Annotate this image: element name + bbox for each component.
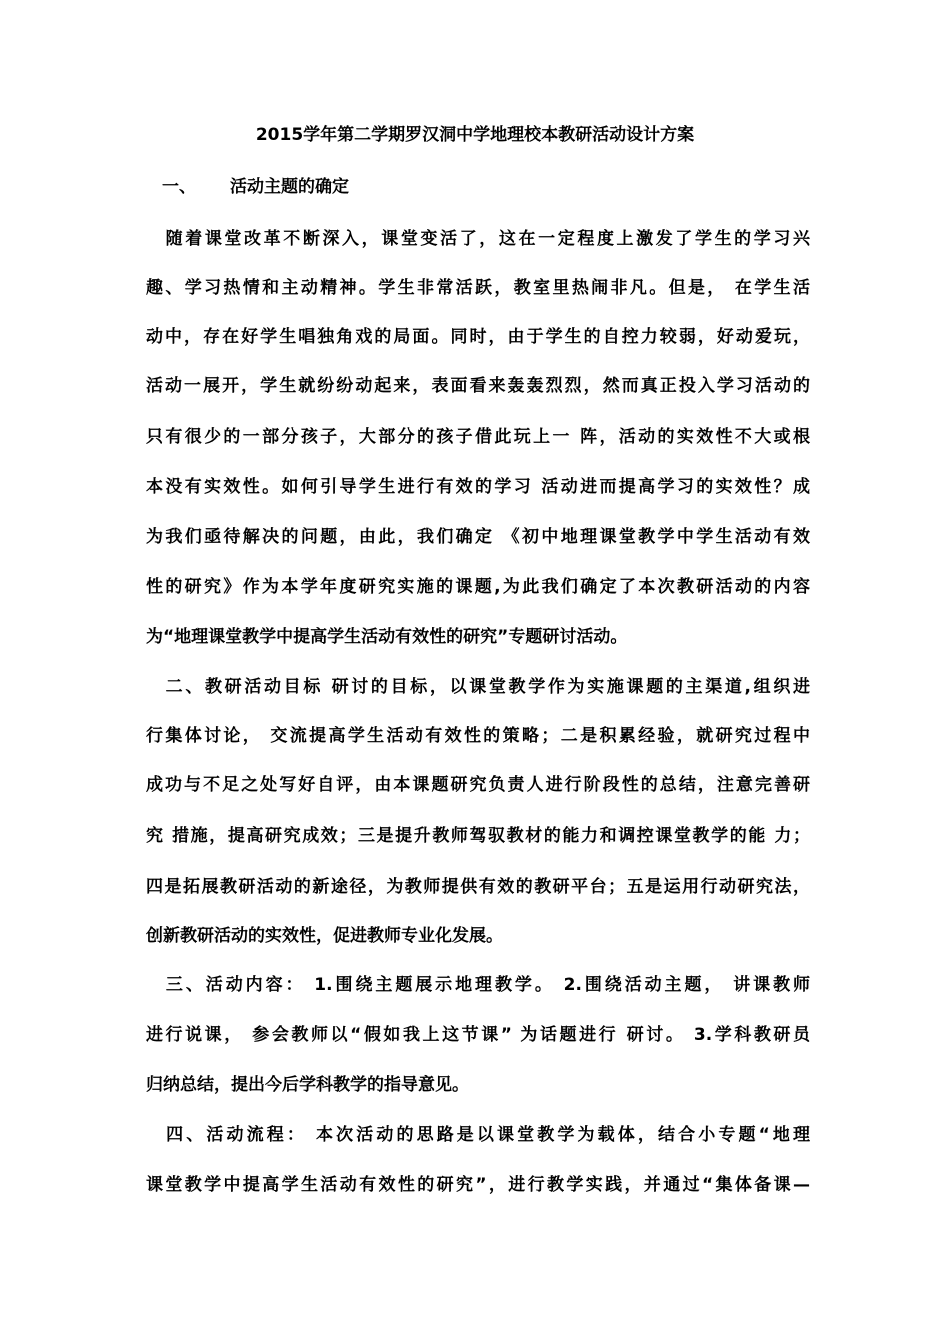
body-line: 行集体讨论， 交流提高学生活动有效性的策略；二是积累经验，就研究过程中 (146, 726, 810, 746)
body-line: 创新教研活动的实效性，促进教师专业化发展。 (146, 926, 503, 946)
body-line: 二、教研活动目标 研讨的目标，以课堂教学作为实施课题的主渠道,组织进 (146, 677, 810, 697)
section-heading-number: 一、 (162, 177, 196, 197)
body-line: 性的研究》作为本学年度研究实施的课题,为此我们确定了本次教研活动的内容 (146, 577, 810, 597)
body-line: 随着课堂改革不断深入，课堂变活了，这在一定程度上激发了学生的学习兴 (146, 229, 810, 249)
body-line: 为“地理课堂教学中提高学生活动有效性的研究”专题研讨活动。 (146, 627, 628, 647)
body-line: 成功与不足之处写好自评，由本课题研究负责人进行阶段性的总结，注意完善研 (146, 775, 810, 795)
body-line: 只有很少的一部分孩子，大部分的孩子借此玩上一 阵，活动的实效性不大或根 (146, 427, 810, 447)
section-heading-1 (162, 174, 349, 200)
body-line: 本没有实效性。如何引导学生进行有效的学习 活动进而提高学习的实效性？成 (146, 477, 810, 497)
body-line: 三、活动内容： 1.围绕主题展示地理教学。 2.围绕活动主题， 讲课教师 (146, 975, 810, 995)
body-line: 归纳总结，提出今后学科教学的指导意见。 (146, 1075, 469, 1095)
body-line: 究 措施，提高研究成效；三是提升教师驾驭教材的能力和调控课堂教学的能 力； (146, 826, 810, 846)
body-line: 课堂教学中提高学生活动有效性的研究”，进行教学实践，并通过“集体备课— (146, 1175, 810, 1195)
body-line: 趣、学习热情和主动精神。学生非常活跃，教室里热闹非凡。但是， 在学生活 (146, 278, 810, 298)
section-heading-text: 活动主题的确定 (230, 177, 349, 197)
body-line: 为我们亟待解决的问题，由此，我们确定 《初中地理课堂教学中学生活动有效 (146, 527, 810, 547)
body-line: 四、活动流程： 本次活动的思路是以课堂教学为载体，结合小专题“地理 (146, 1125, 810, 1145)
body-line: 活动一展开，学生就纷纷动起来，表面看来轰轰烈烈，然而真正投入学习活动的 (146, 376, 810, 396)
document-title: 2015学年第二学期罗汉洞中学地理校本教研活动设计方案 (255, 125, 695, 145)
body-line: 进行说课， 参会教师以“假如我上这节课” 为话题进行 研讨。 3.学科教研员 (146, 1025, 810, 1045)
body-line: 四是拓展教研活动的新途径，为教师提供有效的教研平台；五是运用行动研究法， (146, 877, 810, 897)
body-line: 动中，存在好学生唱独角戏的局面。同时，由于学生的自控力较弱，好动爱玩， (146, 327, 810, 347)
